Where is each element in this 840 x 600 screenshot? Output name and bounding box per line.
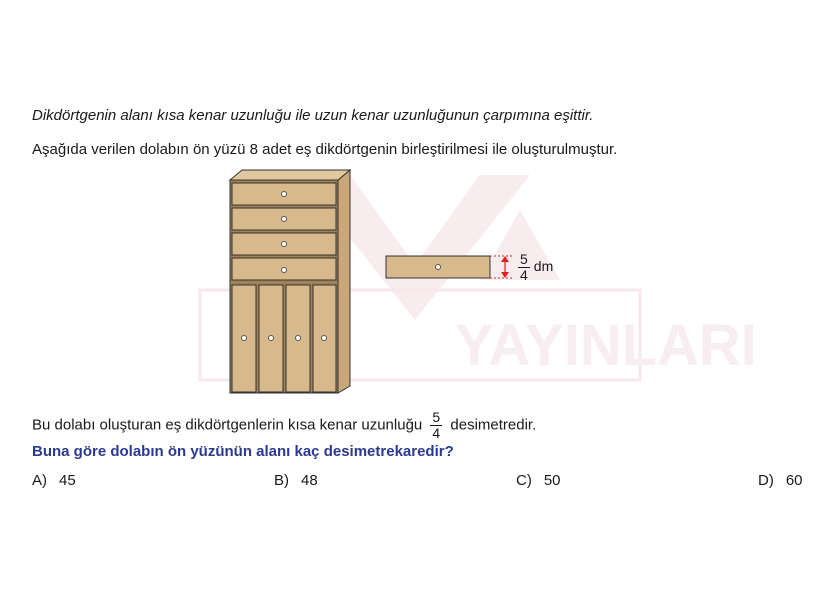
drawer <box>232 208 336 230</box>
door <box>286 285 310 392</box>
fraction-denominator: 4 <box>520 267 528 283</box>
fraction-denominator: 4 <box>432 425 441 441</box>
option-value: 48 <box>301 472 318 489</box>
option-value: 60 <box>785 472 803 489</box>
option-key: A) <box>32 472 47 489</box>
single-rectangle <box>386 256 490 278</box>
statement-after: desimetredir. <box>450 416 537 434</box>
statement-before: Bu dolabı oluşturan eş dikdörtgenlerin kısa kenar uzunluğu <box>32 416 423 434</box>
question-text: Buna göre dolabın ön yüzünün alanı kaç desimetrekaredir? <box>32 443 454 460</box>
fraction-numerator: 5 <box>432 409 441 425</box>
door <box>232 285 256 392</box>
unit: dm <box>533 258 554 275</box>
option-value: 45 <box>59 472 76 489</box>
drawer <box>232 233 336 255</box>
option-key: D) <box>758 472 774 489</box>
door <box>259 285 283 392</box>
option-value: 50 <box>543 472 561 489</box>
option-key: C) <box>516 472 532 489</box>
definition-text: Dikdörtgenin alanı kısa kenar uzunluğu ile uzun kenar uzunluğunun çarpımına eşittir. <box>32 107 594 124</box>
drawer <box>232 258 336 280</box>
door <box>313 285 336 392</box>
fraction <box>430 410 442 441</box>
fraction <box>518 252 530 283</box>
option-c[interactable] <box>516 472 561 489</box>
option-b[interactable] <box>274 472 318 489</box>
intro-text: Aşağıda verilen dolabın ön yüzü 8 adet eş dikdörtgenin birleştirilmesi ile oluşturulmuştur. <box>32 141 618 158</box>
fraction-numerator: 5 <box>520 251 528 267</box>
option-d[interactable] <box>758 472 803 489</box>
dimension-label <box>518 252 553 283</box>
drawer <box>232 183 336 205</box>
option-a[interactable] <box>32 472 76 489</box>
statement-text <box>32 410 536 441</box>
watermark-text: YAYINLARI <box>455 313 757 378</box>
option-key: B) <box>274 472 289 489</box>
